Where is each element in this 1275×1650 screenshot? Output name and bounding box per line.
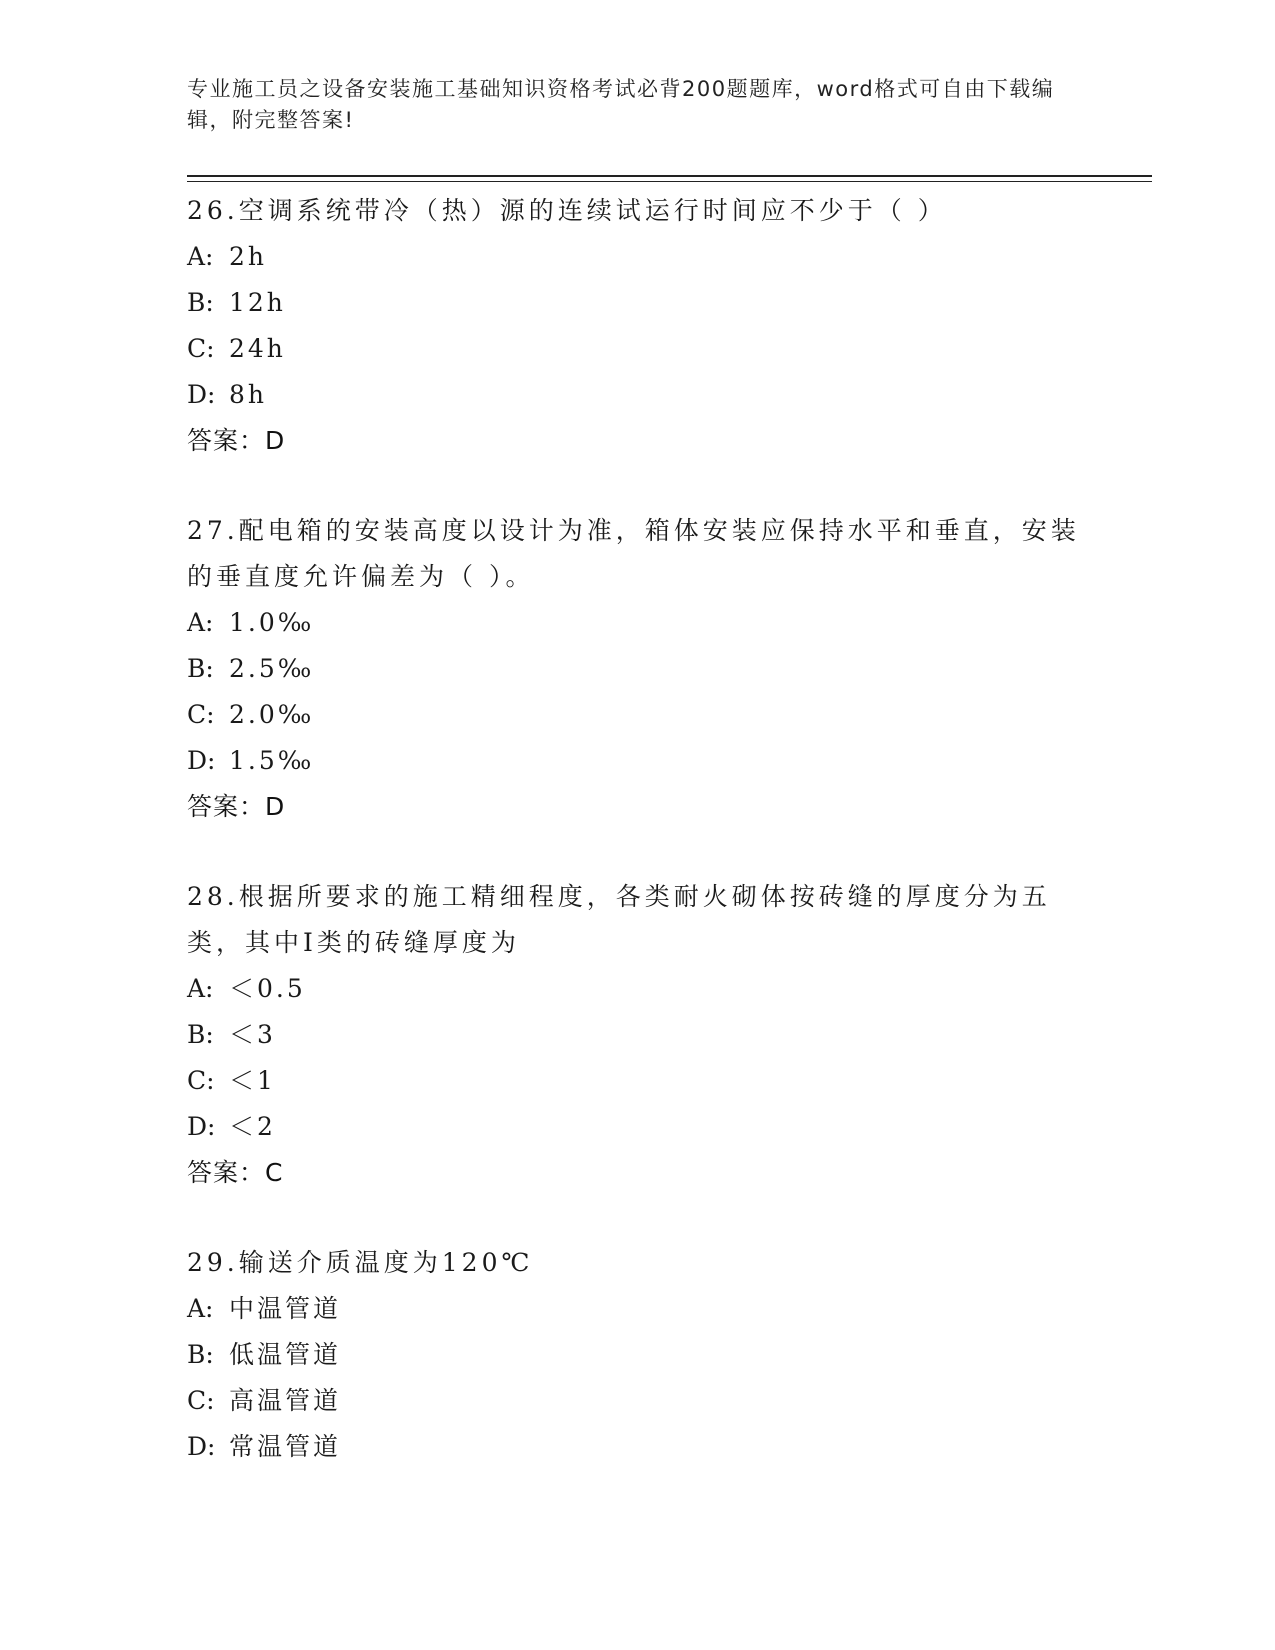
option-b xyxy=(187,1012,1087,1058)
option-letter: C: xyxy=(187,1386,215,1415)
option-letter: A: xyxy=(187,242,214,271)
option-a xyxy=(187,234,1087,280)
option-letter: C: xyxy=(187,1066,215,1095)
option-letter: D: xyxy=(187,746,216,775)
option-text: 高温管道 xyxy=(229,1386,342,1415)
option-letter: D: xyxy=(187,380,216,409)
option-text: 1.0‰ xyxy=(229,608,315,637)
option-b xyxy=(187,280,1087,326)
option-text: ＜0.5 xyxy=(229,974,306,1003)
option-letter: D: xyxy=(187,1112,216,1141)
answer-line: 答案：D xyxy=(187,426,286,455)
option-letter: B: xyxy=(187,288,214,317)
option-text: 2.5‰ xyxy=(229,654,315,683)
option-d xyxy=(187,372,1087,418)
option-c xyxy=(187,1058,1087,1104)
option-b xyxy=(187,646,1087,692)
option-letter: D: xyxy=(187,1432,216,1461)
question-28 xyxy=(187,874,1087,1196)
option-letter: A: xyxy=(187,974,214,1003)
option-a xyxy=(187,966,1087,1012)
answer-line: 答案：D xyxy=(187,792,286,821)
option-a xyxy=(187,600,1087,646)
option-letter: C: xyxy=(187,334,215,363)
option-text: 24h xyxy=(229,334,286,363)
option-letter: C: xyxy=(187,700,215,729)
question-29 xyxy=(187,1240,1087,1470)
question-stem: 27.配电箱的安装高度以设计为准，箱体安装应保持水平和垂直，安装的垂直度允许偏差为（ ）。 xyxy=(187,516,1080,591)
option-text: ＜2 xyxy=(229,1112,276,1141)
option-d xyxy=(187,1424,1087,1470)
option-text: 中温管道 xyxy=(229,1294,342,1323)
question-26 xyxy=(187,188,1087,464)
option-text: 2.0‰ xyxy=(229,700,315,729)
option-letter: B: xyxy=(187,1020,214,1049)
header-divider-thin xyxy=(187,181,1152,182)
option-c xyxy=(187,326,1087,372)
option-text: 低温管道 xyxy=(229,1340,342,1369)
option-letter: B: xyxy=(187,1340,214,1369)
question-stem: 26.空调系统带冷（热）源的连续试运行时间应不少于（ ） xyxy=(187,196,947,225)
answer-line: 答案：C xyxy=(187,1158,284,1187)
option-d xyxy=(187,738,1087,784)
option-text: 2h xyxy=(229,242,268,271)
option-c xyxy=(187,692,1087,738)
option-text: 1.5‰ xyxy=(229,746,315,775)
option-letter: B: xyxy=(187,654,214,683)
option-letter: A: xyxy=(187,608,214,637)
option-text: ＜1 xyxy=(229,1066,276,1095)
header-divider-thick xyxy=(187,175,1152,177)
question-list xyxy=(187,188,1087,1514)
document-header: 专业施工员之设备安装施工基础知识资格考试必背200题题库，word格式可自由下载编辑，附完整答案! xyxy=(187,77,1055,132)
option-text: ＜3 xyxy=(229,1020,276,1049)
option-a xyxy=(187,1286,1087,1332)
question-stem: 29.输送介质温度为120℃ xyxy=(187,1248,534,1277)
option-text: 常温管道 xyxy=(229,1432,342,1461)
option-d xyxy=(187,1104,1087,1150)
option-c xyxy=(187,1378,1087,1424)
option-text: 12h xyxy=(229,288,286,317)
question-27 xyxy=(187,508,1087,830)
option-text: 8h xyxy=(229,380,268,409)
option-b xyxy=(187,1332,1087,1378)
option-letter: A: xyxy=(187,1294,214,1323)
question-stem: 28.根据所要求的施工精细程度，各类耐火砌体按砖缝的厚度分为五类，其中Ⅰ类的砖缝厚度为 xyxy=(187,882,1051,957)
